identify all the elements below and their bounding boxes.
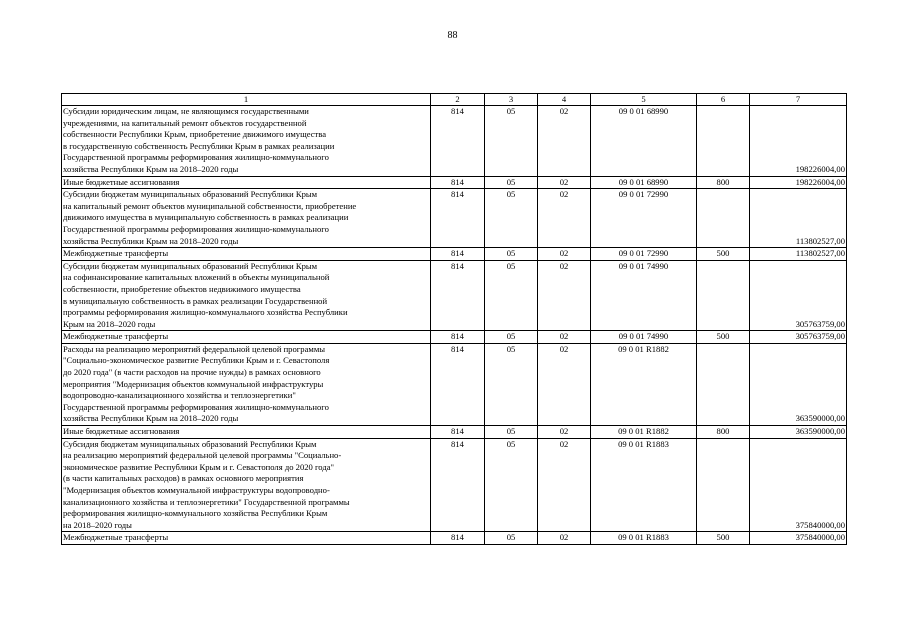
description-line: Крым на 2018–2020 годы [63,318,156,329]
section-code-cell: 05 [485,176,538,189]
amount-cell: 375840000,00 [750,532,847,545]
amount-cell: 305763759,00 [750,331,847,344]
target-article-cell: 09 0 01 R1883 [591,438,697,532]
expense-type-cell: 800 [697,176,750,189]
amount-cell: 375840000,00 [750,438,847,532]
description-line: Межбюджетные трансферты [63,248,169,259]
expense-description-cell [62,438,431,532]
section-code-cell: 05 [485,248,538,261]
description-line: хозяйства Республики Крым на 2018–2020 годы [63,235,239,246]
expense-type-cell [697,260,750,331]
expense-type-cell [697,189,750,248]
subsection-code-cell: 02 [538,331,591,344]
ministry-code-cell: 814 [431,176,485,189]
ministry-code-cell: 814 [431,248,485,261]
expense-type-cell [697,106,750,177]
description-line: Расходы на реализацию мероприятий федеральной целевой программы [63,343,326,354]
expense-description-cell [62,248,431,261]
expense-description-cell [62,343,431,425]
ministry-code-cell: 814 [431,331,485,344]
section-code-cell: 05 [485,438,538,532]
description-line: программы реформирования жилищно-коммунального хозяйства Республики [63,307,348,318]
expense-description-cell [62,331,431,344]
description-line: в государственную собственность Республики Крым в рамках реализации [63,140,335,151]
description-line: Государственной программы реформирования жилищно-коммунального [63,401,329,412]
amount-cell: 113802527,00 [750,189,847,248]
description-line: до 2020 года" (в части расходов на прочие нужды) в рамках основного [63,367,321,378]
target-article-cell: 09 0 01 R1883 [591,532,697,545]
description-line: "Модернизация объектов коммунальной инфраструктуры водопроводно- [63,485,330,495]
expense-description-cell [62,106,431,177]
expense-type-cell [697,343,750,425]
header-cell: 3 [485,94,538,106]
description-line: хозяйства Республики Крым на 2018–2020 годы [63,163,239,174]
section-code-cell: 05 [485,260,538,331]
description-line: Государственной программы реформирования жилищно-коммунального [63,152,329,163]
ministry-code-cell: 814 [431,260,485,331]
ministry-code-cell: 814 [431,106,485,177]
description-line: Субсидии юридическим лицам, не являющимся государственными [63,106,309,116]
description-line: водопроводно-канализационного хозяйства и теплоэнергетики" [63,390,296,401]
expense-description-cell [62,189,431,248]
header-cell: 5 [591,94,697,106]
target-article-cell: 09 0 01 74990 [591,260,697,331]
description-line: движимого имущества в муниципальную собственность в рамках реализации [63,212,349,223]
table-header-row [62,94,847,106]
target-article-cell: 09 0 01 72990 [591,189,697,248]
subsection-code-cell: 02 [538,176,591,189]
section-code-cell: 05 [485,106,538,177]
description-line: Субсидия бюджетам муниципальных образований Республики Крым [63,438,317,449]
target-article-cell: 09 0 01 R1882 [591,426,697,439]
description-line: собственности Республики Крым, приобретение движимого имущества [63,129,327,140]
expense-type-cell: 500 [697,248,750,261]
target-article-cell: 09 0 01 68990 [591,106,697,177]
table-row [62,176,847,189]
section-code-cell: 05 [485,426,538,439]
description-line: Межбюджетные трансферты [63,331,169,342]
expense-description-cell [62,532,431,545]
subsection-code-cell: 02 [538,248,591,261]
description-line: Иные бюджетные ассигнования [63,176,180,187]
amount-cell: 363590000,00 [750,343,847,425]
ministry-code-cell: 814 [431,438,485,532]
table-row [62,426,847,439]
target-article-cell: 09 0 01 R1882 [591,343,697,425]
target-article-cell: 09 0 01 68990 [591,176,697,189]
description-line: "Социально-экономическое развитие Республики Крым и г. Севастополя [63,355,330,366]
target-article-cell: 09 0 01 74990 [591,331,697,344]
description-line: канализационного хозяйства и теплоэнергетики" Государственной программы [63,496,350,507]
subsection-code-cell: 02 [538,532,591,545]
description-line: Субсидии бюджетам муниципальных образований Республики Крым [63,260,318,271]
amount-cell: 305763759,00 [750,260,847,331]
ministry-code-cell: 814 [431,426,485,439]
table-row [62,331,847,344]
table-row [62,260,847,331]
section-code-cell: 05 [485,331,538,344]
table-row [62,106,847,177]
amount-cell: 198226004,00 [750,176,847,189]
table-row [62,532,847,545]
description-line: Государственной программы реформирования жилищно-коммунального [63,223,329,234]
header-cell: 4 [538,94,591,106]
subsection-code-cell: 02 [538,343,591,425]
description-line: в муниципальную собственность в рамках реализации Государственной [63,295,328,306]
expense-description-cell [62,260,431,331]
table-row [62,343,847,425]
target-article-cell: 09 0 01 72990 [591,248,697,261]
description-line: экономическое развитие Республики Крым и г. Севастополя до 2020 года" [63,461,335,472]
expense-type-cell [697,438,750,532]
table-row [62,438,847,532]
description-line: учреждениями, на капитальный ремонт объектов государственной [63,117,307,128]
ministry-code-cell: 814 [431,532,485,545]
header-cell: 6 [697,94,750,106]
description-line: Субсидии бюджетам муниципальных образований Республики Крым [63,189,318,200]
header-cell: 1 [62,94,431,106]
description-line: реформирования жилищно-коммунального хозяйства Республики Крым [63,508,328,519]
header-cell: 2 [431,94,485,106]
header-cell: 7 [750,94,847,106]
amount-cell: 363590000,00 [750,426,847,439]
amount-cell: 113802527,00 [750,248,847,261]
description-line: Иные бюджетные ассигнования [63,426,180,437]
ministry-code-cell: 814 [431,189,485,248]
budget-table [61,93,847,545]
subsection-code-cell: 02 [538,426,591,439]
description-line: собственности, приобретение объектов недвижимого имущества [63,283,301,294]
subsection-code-cell: 02 [538,438,591,532]
section-code-cell: 05 [485,532,538,545]
expense-description-cell [62,176,431,189]
description-line: Межбюджетные трансферты [63,532,169,543]
description-line: (в части капитальных расходов) в рамках основного мероприятия [63,473,304,484]
expense-type-cell: 500 [697,331,750,344]
table-row [62,189,847,248]
section-code-cell: 05 [485,189,538,248]
page-number: 88 [447,30,458,41]
description-line: на реализацию мероприятий федеральной целевой программы "Социально- [63,450,342,461]
description-line: хозяйства Республики Крым на 2018–2020 годы [63,413,239,424]
subsection-code-cell: 02 [538,106,591,177]
description-line: на софинансирование капитальных вложений в объекты муниципальной [63,272,330,283]
subsection-code-cell: 02 [538,189,591,248]
table-row [62,248,847,261]
ministry-code-cell: 814 [431,343,485,425]
expense-type-cell: 800 [697,426,750,439]
expense-type-cell: 500 [697,532,750,545]
expense-description-cell [62,426,431,439]
amount-cell: 198226004,00 [750,106,847,177]
subsection-code-cell: 02 [538,260,591,331]
description-line: на 2018–2020 годы [63,519,132,530]
description-line: мероприятия "Модернизация объектов коммунальной инфраструктуры [63,378,324,389]
section-code-cell: 05 [485,343,538,425]
description-line: на капитальный ремонт объектов муниципальной собственности, приобретение [63,200,357,211]
